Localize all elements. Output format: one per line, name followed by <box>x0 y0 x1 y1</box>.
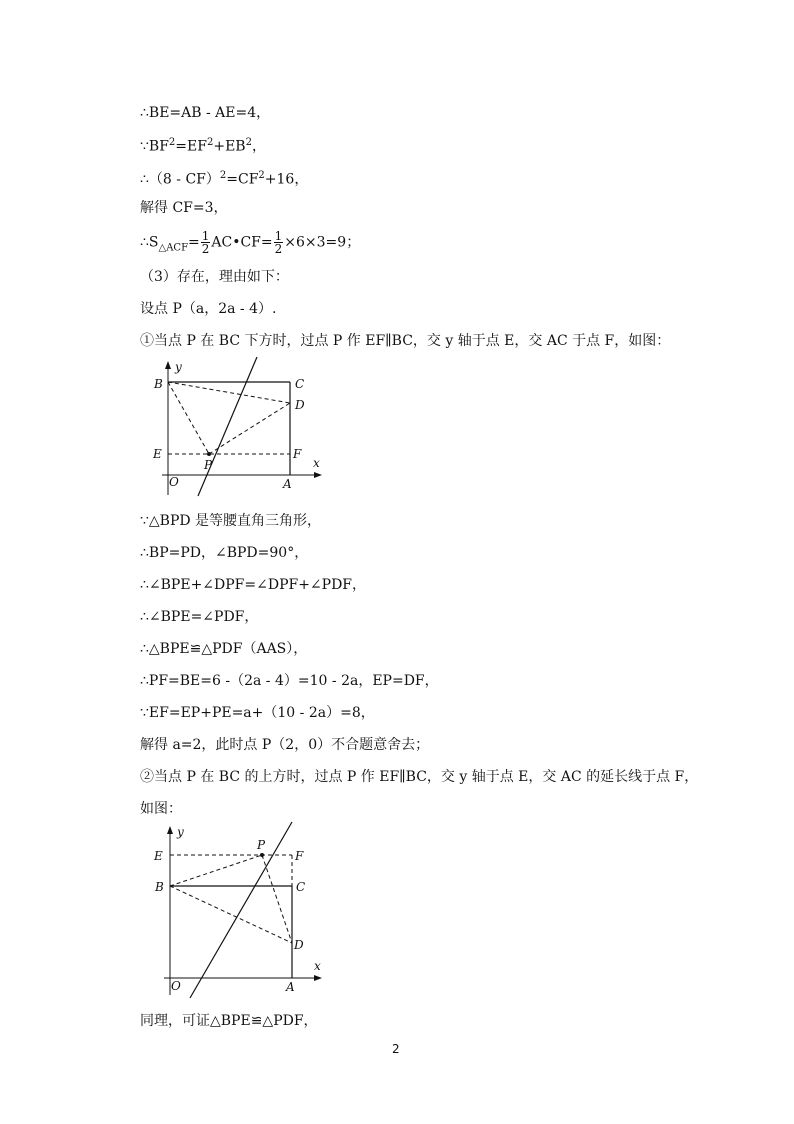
label-F: F <box>293 447 302 461</box>
text-line-19: 同理，可证△BPE≌△PDF， <box>140 1013 318 1029</box>
label-A: A <box>286 980 295 994</box>
label-x: x <box>313 456 320 470</box>
text-line-7: 设点 P（a，2a - 4）. <box>140 301 277 317</box>
text-line-8: ①当点 P 在 BC 下方时，过点 P 作 EF∥BC，交 y 轴于点 E，交 AC 于点 F，如图： <box>140 333 671 349</box>
text-line-10: ∴BP=PD，∠BPD=90°， <box>140 545 309 561</box>
frac-num: 1 <box>201 229 210 243</box>
text-line-18: 如图： <box>140 801 182 817</box>
line3-part-c: +16， <box>264 171 309 188</box>
label-F: F <box>295 849 304 863</box>
text-line-6: （3）存在，理由如下： <box>140 269 289 285</box>
line3-part-a: ∴（8 - CF） <box>140 171 220 188</box>
label-B: B <box>154 377 163 391</box>
text-line-14: ∴PF=BE=6 -（2a - 4）=10 - 2a，EP=DF， <box>140 673 439 689</box>
text-line-2 <box>140 133 266 157</box>
label-D: D <box>294 938 304 952</box>
text-line-4: 解得 CF=3， <box>140 200 228 216</box>
bf-part-a: ∵BF <box>140 138 169 155</box>
bf-part-c: +EB <box>213 138 246 155</box>
label-A: A <box>283 477 292 491</box>
text-line-5 <box>140 230 360 258</box>
label-C: C <box>295 377 305 391</box>
line5-part-a: ∴S <box>140 234 159 251</box>
page-number: 2 <box>392 1042 400 1056</box>
sup-2: 2 <box>258 170 265 181</box>
label-E: E <box>154 849 163 863</box>
label-P: P <box>257 838 266 852</box>
line5-sub: △ACF <box>158 242 189 254</box>
label-O: O <box>171 979 181 993</box>
label-x: x <box>314 959 321 973</box>
text-line-11: ∴∠BPE+∠DPF=∠DPF+∠PDF， <box>140 577 367 593</box>
text-line-1: ∴BE=AB - AE=4， <box>140 105 271 121</box>
text-line-12: ∴∠BPE=∠PDF， <box>140 609 259 625</box>
label-P: P <box>204 458 213 472</box>
label-y: y <box>175 360 182 374</box>
text-line-13: ∴△BPE≌△PDF（AAS）， <box>140 641 308 657</box>
figure-2 <box>140 820 330 1000</box>
label-E: E <box>153 447 162 461</box>
text-line-15: ∵EF=EP+PE=a+（10 - 2a）=8， <box>140 705 375 721</box>
frac-den: 2 <box>274 242 283 256</box>
text-line-9: ∵△BPD 是等腰直角三角形， <box>140 513 322 529</box>
bf-part-b: =EF <box>175 138 207 155</box>
label-D: D <box>295 398 305 412</box>
figure-1 <box>140 355 330 500</box>
frac-num: 1 <box>274 229 283 243</box>
sup-2: 2 <box>206 137 214 148</box>
frac-den: 2 <box>201 242 210 256</box>
label-y: y <box>177 825 184 839</box>
label-B: B <box>155 880 164 894</box>
line5-part-c: AC•CF= <box>211 234 273 251</box>
fraction-half <box>201 230 211 255</box>
text-line-16: 解得 a=2，此时点 P（2，0）不合题意舍去； <box>140 737 430 753</box>
text-line-17: ②当点 P 在 BC 的上方时，过点 P 作 EF∥BC，交 y 轴于点 E，交 AC 的延长线于点 F， <box>140 769 699 785</box>
sup-2: 2 <box>245 137 252 148</box>
text-line-3 <box>140 166 308 190</box>
sup-2: 2 <box>219 170 227 181</box>
line3-part-b: =CF <box>226 171 259 188</box>
bf-part-d: ， <box>251 138 266 155</box>
line5-part-d: ×6×3=9； <box>284 234 361 251</box>
sup-2: 2 <box>168 137 176 148</box>
label-C: C <box>296 880 306 894</box>
label-O: O <box>169 475 179 489</box>
line5-part-b: = <box>188 234 200 251</box>
fraction-half <box>274 230 284 255</box>
